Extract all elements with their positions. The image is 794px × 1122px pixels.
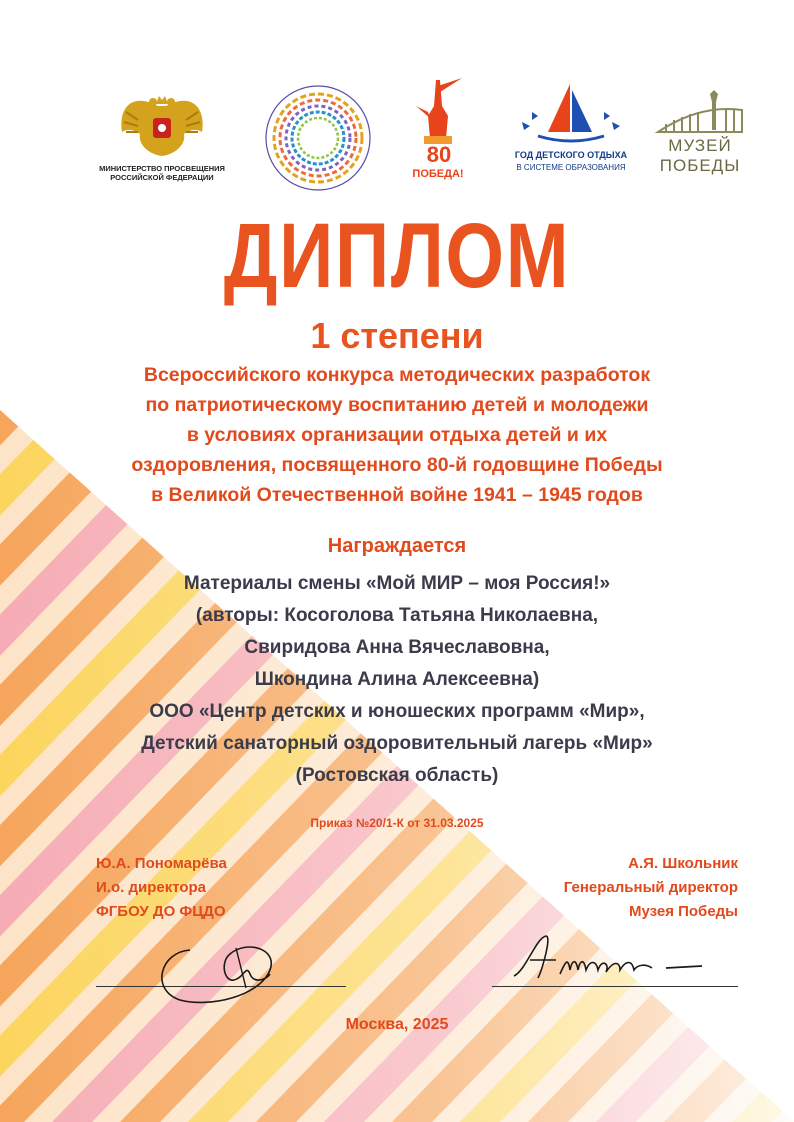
victory-word: ПОБЕДА!: [412, 168, 464, 180]
diploma-degree: 1 степени: [310, 315, 484, 356]
museum-logo-line-2: ПОБЕДЫ: [659, 156, 741, 175]
recipient-line: Детский санаторный оздоровительный лагерь «Мир»: [141, 733, 653, 754]
year-logo-line-1: ГОД ДЕТСКОГО ОТДЫХА: [514, 150, 628, 160]
sailboat-icon: [508, 82, 634, 148]
order-reference: Приказ №20/1-К от 31.03.2025: [310, 816, 484, 830]
right-handwritten-signature: [506, 930, 716, 990]
museum-building-icon: [652, 90, 748, 136]
ministry-logo-line-1: МИНИСТЕРСТВО ПРОСВЕЩЕНИЯ: [99, 164, 225, 173]
contest-line: в условиях организации отдыха детей и их: [186, 424, 608, 446]
victory-number: 80: [426, 142, 452, 167]
victory-museum-logo: [652, 90, 748, 186]
ministry-emblem-logo: [92, 86, 232, 186]
contest-line: Всероссийского конкурса методических разработок: [143, 364, 651, 386]
year-of-childrens-rest-logo: [508, 82, 634, 186]
rainbow-ring-icon: [262, 82, 374, 194]
right-signatory-name: А.Я. Школьник: [628, 855, 738, 872]
recipient-line: Материалы смены «Мой МИР – моя Россия!»: [183, 573, 611, 594]
contest-line: оздоровления, посвященного 80-й годовщине Победы: [131, 454, 663, 476]
left-signatory-position: И.о. директора: [96, 879, 207, 896]
eagle-emblem-icon: [92, 86, 232, 164]
victory-80-logo: [406, 76, 470, 188]
ministry-logo-line-2: РОССИЙСКОЙ ФЕДЕРАЦИИ: [110, 173, 214, 182]
recipient-line: Свиридова Анна Вячеславовна,: [244, 637, 550, 658]
recipient-line: ООО «Центр детских и юношеских программ «Мир»,: [149, 701, 645, 722]
left-signatory-name: Ю.А. Пономарёва: [96, 855, 227, 872]
right-signatory-org: Музея Победы: [628, 903, 738, 920]
contest-line: по патриотическому воспитанию детей и молодежи: [145, 394, 649, 416]
recipient-line: Шкондина Алина Алексеевна): [254, 669, 540, 690]
recipient-line: (Ростовская область): [295, 765, 499, 786]
contest-description: [110, 360, 684, 510]
recipient-line: (авторы: Косоголова Татьяна Николаевна,: [195, 605, 599, 626]
federal-center-ring-logo: [262, 82, 374, 194]
contest-line: в Великой Отечественной войне 1941 – 1945 годов: [151, 484, 643, 506]
recipient-description: [110, 568, 684, 792]
right-signatory-position: Генеральный директор: [563, 879, 738, 896]
diploma-title: ДИПЛОМ: [223, 205, 571, 307]
year-logo-line-2: В СИСТЕМЕ ОБРАЗОВАНИЯ: [516, 163, 626, 172]
museum-logo-line-1: МУЗЕЙ: [668, 136, 732, 155]
city-and-year: Москва, 2025: [345, 1016, 449, 1033]
right-signatory-block: [520, 852, 738, 924]
awarded-label: Награждается: [327, 535, 467, 557]
left-signatory-org: ФГБОУ ДО ФЦДО: [96, 903, 226, 920]
left-signatory-block: [96, 852, 276, 924]
motherland-statue-icon: [406, 76, 470, 146]
left-handwritten-signature: [150, 930, 300, 1010]
